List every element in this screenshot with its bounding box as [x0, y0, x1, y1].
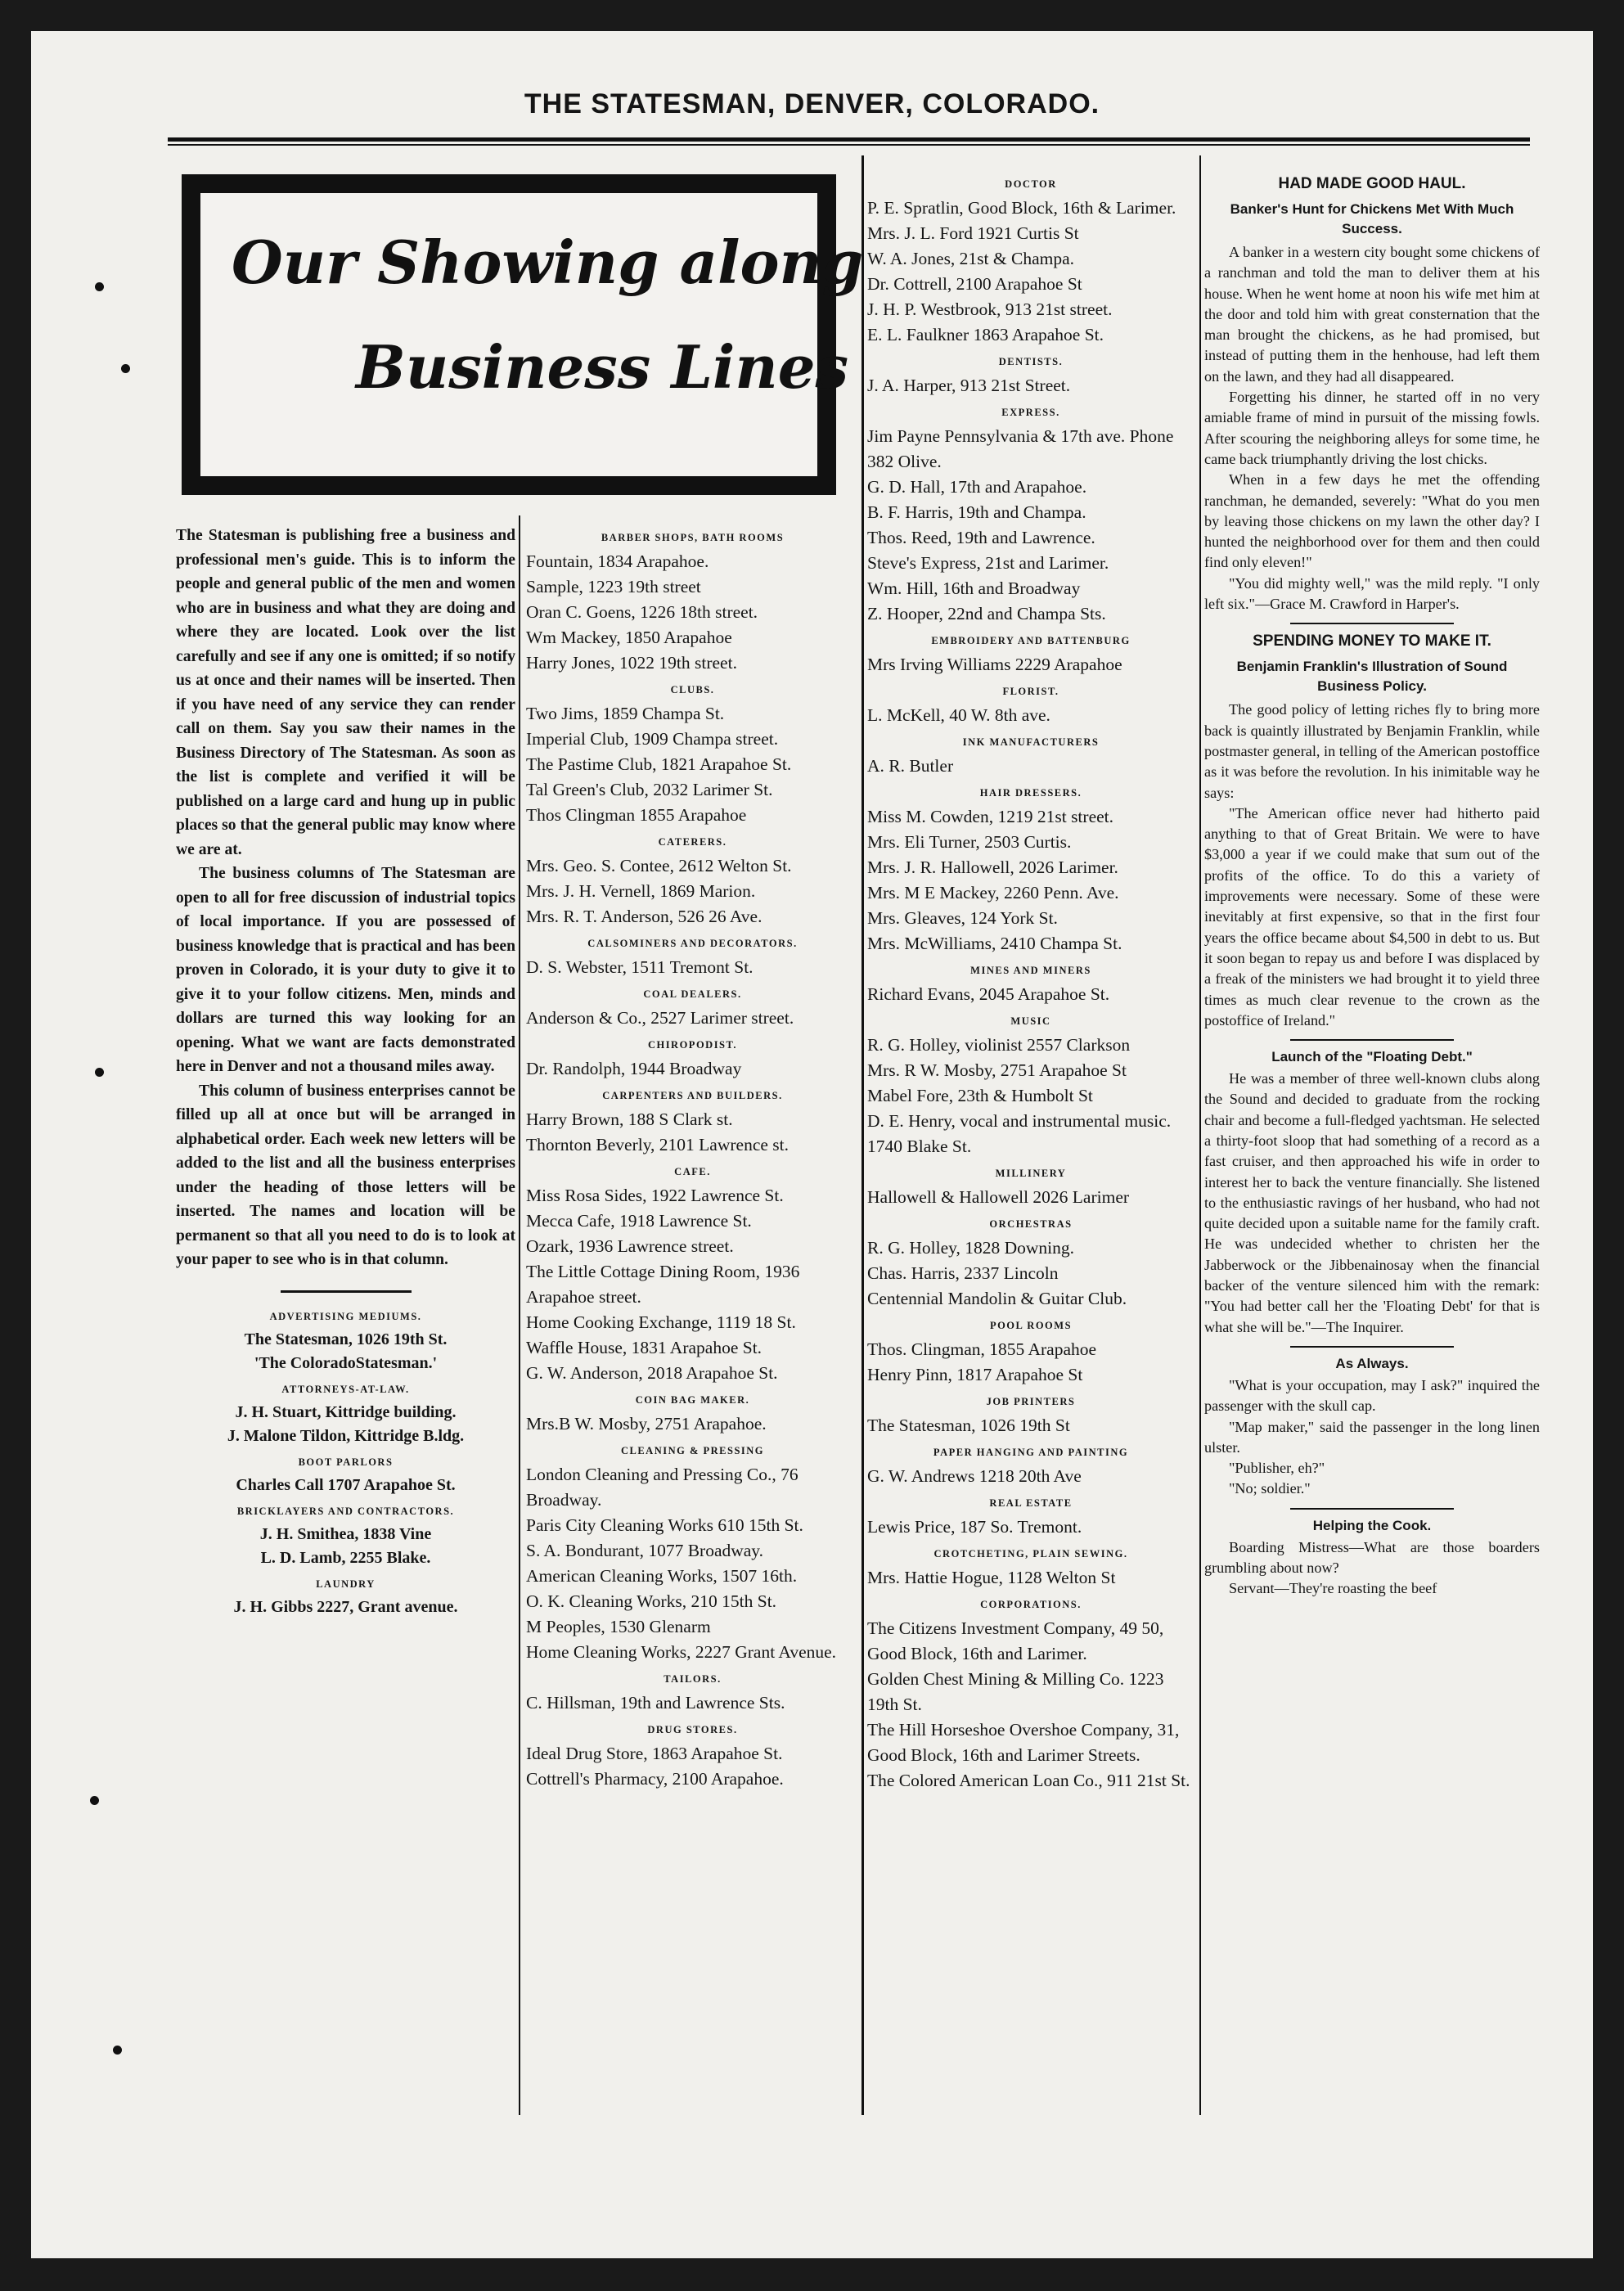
column-rule: [1199, 155, 1201, 2115]
directory-entry: Miss M. Cowden, 1219 21st street.: [867, 807, 1113, 826]
column-2: [526, 524, 859, 1792]
section-heading: MINES AND MINERS: [970, 965, 1091, 976]
masthead: THE STATESMAN, DENVER, COLORADO.: [524, 88, 1100, 119]
section-heading: BRICKLAYERS AND CONTRACTORS.: [236, 1505, 455, 1517]
directory-entry: Mabel Fore, 23th & Humbolt St: [867, 1086, 1093, 1105]
section-heading: CAFE.: [674, 1166, 711, 1177]
story-paragraph: A banker in a western city bought some chickens of a ranchman and told the man to deliver them at his house. When he went home at noon his wife met him at the door and told him with great consternation that the man brought the chickens, as he had promised, but instead of putting them in the henhouse, had left them on the lawn, and they had all disappeared.: [1204, 244, 1540, 385]
directory-entry: Harry Jones, 1022 19th street.: [526, 653, 737, 673]
directory-entry: Mrs. M E Mackey, 2260 Penn. Ave.: [867, 883, 1119, 902]
directory-entry: Harry Brown, 188 S Clark st.: [526, 1109, 733, 1129]
section-heading: JOB PRINTERS: [986, 1396, 1076, 1407]
story-body: [1204, 1375, 1540, 1500]
directory-entry: Henry Pinn, 1817 Arapahoe St: [867, 1365, 1083, 1384]
section-heading: CORPORATIONS.: [980, 1599, 1082, 1610]
section-heading: DENTISTS.: [998, 356, 1064, 367]
section-heading: CATERERS.: [658, 836, 727, 848]
story-rule: [1290, 1039, 1454, 1041]
directory-entry: The Statesman, 1026 19th St: [867, 1416, 1070, 1435]
directory-entry: Wm. Hill, 16th and Broadway: [867, 578, 1081, 598]
directory-entry: J. H. Smithea, 1838 Vine: [259, 1524, 432, 1543]
column-3: [867, 170, 1194, 1794]
story-paragraph: He was a member of three well-known clubs along the Sound and decided to graduate from the rocking chair and become a full-fledged yachtsman. He selected a thirty-foot sloop that had something of a record as a fast cruiser, and then approached his wife in order to interest her to back the venture financially. She listened to the enthusiastic ravings of her husband, who had not quite decided upon a suitable name for the family craft. He was undecided whether to christen her the Jabberwock or the Jibbenainosay when the financial backer of the venture silenced him with the remark: "You had better call her the 'Floating Debt' for that is what she will be."—The Inquirer.: [1204, 1070, 1540, 1335]
directory-entry: Thos. Reed, 19th and Lawrence.: [867, 528, 1095, 547]
story-paragraph: When in a few days he met the offending ranchman, he demanded, severely: "What do you men by leaving those chickens on my lawn the other day? I hunted the neighborhood over for them and then could find only eleven!": [1204, 471, 1540, 571]
directory-entry: Mrs. R. T. Anderson, 526 26 Ave.: [526, 907, 763, 926]
story-paragraph: Forgetting his dinner, he started off in no very amiable frame of mind in pursuit of the missing fowls. After scouring the neighboring alleys for some time, he came back triumphantly driving the lost chicks.: [1204, 389, 1540, 467]
directory-entry: B. F. Harris, 19th and Champa.: [867, 502, 1086, 522]
section-heading: CALSOMINERS AND DECORATORS.: [587, 938, 798, 949]
directory-entry: M Peoples, 1530 Glenarm: [526, 1617, 711, 1636]
directory-entry: Z. Hooper, 22nd and Champa Sts.: [867, 604, 1106, 623]
story-subtitle: Benjamin Franklin's Illustration of Sound Business Policy.: [1236, 659, 1508, 695]
directory-entry: The Colored American Loan Co., 911 21st St.: [867, 1771, 1190, 1790]
title-box: [182, 174, 864, 495]
story-paragraph: "No; soldier.": [1229, 1480, 1311, 1497]
title-line-2: Business Lines: [356, 332, 849, 402]
directory-entry: Hallowell & Hallowell 2026 Larimer: [867, 1187, 1130, 1207]
directory-entry: Mrs.B W. Mosby, 2751 Arapahoe.: [526, 1414, 767, 1434]
directory-entry: Mrs. J. R. Hallowell, 2026 Larimer.: [867, 857, 1118, 877]
masthead-rule: [168, 137, 1530, 142]
intro-paragraph: The business columns of The Statesman are open to all for free discussion of industrial topics of local importance. If you are possessed of business knowledge that is practical and has been proven in Colorado, it is your duty to give it to give it to your follow citizens. Men, minds and dollars are turned this way looking for an opening. What we want are facts demonstrated here in Denver and not a thousand miles away.: [176, 865, 515, 1075]
directory-entry: Waffle House, 1831 Arapahoe St.: [526, 1338, 763, 1357]
directory-entry: Dr. Cottrell, 2100 Arapahoe St: [867, 274, 1082, 294]
story-paragraph: "The American office never had hitherto paid anything to that of Great Britain. We were to have $3,000 a year if we could make that sum out of the profits of the office. To do this a variety of improvements were necessary. Some of these were inevitably at first expensive, so that in the first four years the office became about $4,500 in debt to us. But it soon began to repay us and before I was displaced by a freak of the ministers we had brought it to yield three times as much clear revenue to the crown as the postoffice of Ireland.": [1204, 804, 1540, 1028]
directory-entry: Thos Clingman 1855 Arapahoe: [526, 805, 747, 825]
directory-entry: Centennial Mandolin & Guitar Club.: [867, 1289, 1127, 1308]
story-rule: [1290, 1346, 1454, 1348]
section-heading: DRUG STORES.: [647, 1724, 738, 1735]
story-title: HAD MADE GOOD HAUL.: [1278, 175, 1466, 192]
story-title: As Always.: [1335, 1355, 1409, 1371]
section-heading: MUSIC: [1010, 1015, 1051, 1027]
directory-entry: 'The ColoradoStatesman.': [254, 1353, 438, 1372]
intro-paragraph: This column of business enterprises cannot be filled up all at once but will be arranged in alphabetical order. Each week new letters will be added to the list and all the business enterprises under the heading of those letters will be inserted. The names and location will be permanent so that all you need to do is to look at your paper to see who is in that column.: [176, 1082, 515, 1268]
story-body: [1204, 242, 1540, 614]
punch-hole: [90, 1796, 99, 1805]
section-heading: POOL ROOMS: [989, 1320, 1073, 1331]
story-rule: [1290, 1508, 1454, 1510]
directory-entry: Mrs. Geo. S. Contee, 2612 Welton St.: [526, 856, 792, 875]
story-paragraph: "Publisher, eh?": [1229, 1460, 1325, 1477]
section-heading: CROTCHETING, PLAIN SEWING.: [933, 1548, 1128, 1560]
directory-entry: D. E. Henry, vocal and instrumental music. 1740 Blake St.: [867, 1111, 1172, 1156]
section-heading: BOOT PARLORS: [298, 1456, 394, 1468]
story-paragraph: Boarding Mistress—What are those boarders grumbling about now?: [1204, 1538, 1540, 1577]
column-4: [1204, 170, 1540, 1600]
column-rule: [519, 515, 520, 2115]
section-heading: ORCHESTRAS: [989, 1218, 1073, 1230]
directory-entry: A. R. Butler: [867, 756, 954, 776]
title-box-frame: [198, 191, 864, 479]
directory-entry: The Pastime Club, 1821 Arapahoe St.: [526, 754, 792, 774]
directory-entry: J. H. Stuart, Kittridge building.: [235, 1402, 457, 1421]
directory-entry: Paris City Cleaning Works 610 15th St.: [526, 1515, 803, 1535]
story-paragraph: "Map maker," said the passenger in the long linen ulster.: [1204, 1418, 1540, 1456]
directory-entry: J. Malone Tildon, Kittridge B.ldg.: [227, 1426, 465, 1445]
section-rule: [281, 1290, 412, 1293]
section-heading: REAL ESTATE: [989, 1497, 1073, 1509]
directory-entry: W. A. Jones, 21st & Champa.: [867, 249, 1075, 268]
directory-entry: Thos. Clingman, 1855 Arapahoe: [867, 1339, 1097, 1359]
directory-entry: Chas. Harris, 2337 Lincoln: [867, 1263, 1059, 1283]
section-heading: DOCTOR: [1005, 178, 1057, 190]
section-heading: MILLINERY: [995, 1168, 1067, 1179]
directory-entry: Sample, 1223 19th street: [526, 577, 701, 596]
directory-entry: Oran C. Goens, 1226 18th street.: [526, 602, 758, 622]
directory-entry: Mrs. Eli Turner, 2503 Curtis.: [867, 832, 1072, 852]
story-paragraph: "What is your occupation, may I ask?" inquired the passenger with the skull cap.: [1204, 1376, 1540, 1415]
section-heading: BARBER SHOPS, BATH ROOMS: [601, 532, 785, 543]
directory-entry: G. W. Anderson, 2018 Arapahoe St.: [526, 1363, 778, 1383]
punch-hole: [95, 1068, 104, 1077]
directory-entry: Home Cooking Exchange, 1119 18 St.: [526, 1312, 796, 1332]
story-paragraph: The good policy of letting riches fly to bring more back is quaintly illustrated by Benjamin Franklin, while postmaster general, in telling of the American postoffice as it was before the revolution. In his inimitable way he says:: [1204, 701, 1540, 801]
section-heading: INK MANUFACTURERS: [962, 736, 1100, 748]
directory-entry: R. G. Holley, 1828 Downing.: [867, 1238, 1075, 1258]
masthead-rule-thin: [168, 144, 1530, 146]
directory-entry: The Hill Horseshoe Overshoe Company, 31, Good Block, 16th and Larimer Streets.: [867, 1720, 1180, 1765]
directory-entry: S. A. Bondurant, 1077 Broadway.: [526, 1541, 764, 1560]
directory-entry: The Citizens Investment Company, 49 50, Good Block, 16th and Larimer.: [867, 1618, 1164, 1663]
section-heading: EMBROIDERY AND BATTENBURG: [931, 635, 1131, 646]
directory-entry: D. S. Webster, 1511 Tremont St.: [526, 957, 754, 977]
story-title: Helping the Cook.: [1312, 1517, 1432, 1533]
directory-entry: G. W. Andrews 1218 20th Ave: [867, 1466, 1082, 1486]
section-heading: EXPRESS.: [1001, 407, 1060, 418]
punch-hole: [121, 364, 130, 373]
story-body: [1204, 1537, 1540, 1600]
directory-entry: L. D. Lamb, 2255 Blake.: [260, 1548, 431, 1567]
section-heading: HAIR DRESSERS.: [979, 787, 1082, 799]
section-heading: CLUBS.: [670, 684, 715, 695]
section-heading: COIN BAG MAKER.: [635, 1394, 750, 1406]
directory-entry: Mrs Irving Williams 2229 Arapahoe: [867, 655, 1122, 674]
directory-entry: G. D. Hall, 17th and Arapahoe.: [867, 477, 1087, 497]
directory-entry: Steve's Express, 21st and Larimer.: [867, 553, 1109, 573]
story-subtitle: Banker's Hunt for Chickens Met With Much Success.: [1230, 201, 1514, 236]
directory-entry: Richard Evans, 2045 Arapahoe St.: [867, 984, 1110, 1004]
title-line-1: Our Showing along: [232, 227, 864, 297]
directory-entry: Mrs. McWilliams, 2410 Champa St.: [867, 934, 1122, 953]
directory-entry: Mecca Cafe, 1918 Lawrence St.: [526, 1211, 752, 1231]
directory-entry: Home Cleaning Works, 2227 Grant Avenue.: [526, 1642, 837, 1662]
story-title: Launch of the "Floating Debt.": [1271, 1049, 1473, 1065]
punch-hole: [95, 282, 104, 291]
directory-entry: E. L. Faulkner 1863 Arapahoe St.: [867, 325, 1104, 344]
directory-entry: Wm Mackey, 1850 Arapahoe: [526, 628, 732, 647]
directory-entry: J. H. P. Westbrook, 913 21st street.: [867, 299, 1113, 319]
section-heading: ADVERTISING MEDIUMS.: [269, 1310, 422, 1322]
story-body: [1204, 700, 1540, 1031]
story-title: SPENDING MONEY TO MAKE IT.: [1253, 632, 1491, 650]
directory-entry: Thornton Beverly, 2101 Lawrence st.: [526, 1135, 790, 1155]
directory-entry: London Cleaning and Pressing Co., 76 Broadway.: [526, 1465, 799, 1510]
directory-entry: Anderson & Co., 2527 Larimer street.: [526, 1008, 794, 1028]
section-heading: CHIROPODIST.: [647, 1039, 738, 1051]
directory-entry: Mrs. J. H. Vernell, 1869 Marion.: [526, 881, 756, 901]
directory-entry: Charles Call 1707 Arapahoe St.: [236, 1475, 456, 1494]
section-heading: TAILORS.: [664, 1673, 722, 1685]
directory-entry: Jim Payne Pennsylvania & 17th ave. Phone 382 Olive.: [867, 426, 1174, 471]
directory-entry: J. A. Harper, 913 21st Street.: [867, 376, 1071, 395]
story-body: [1204, 1069, 1540, 1338]
story-rule: [1290, 623, 1454, 624]
column-1: [176, 524, 515, 1619]
directory-entry: Tal Green's Club, 2032 Larimer St.: [526, 780, 773, 799]
directory-entry: Ideal Drug Store, 1863 Arapahoe St.: [526, 1744, 783, 1763]
directory-entry: American Cleaning Works, 1507 16th.: [526, 1566, 798, 1586]
section-heading: ATTORNEYS-AT-LAW.: [281, 1383, 410, 1395]
directory-entry: J. H. Gibbs 2227, Grant avenue.: [233, 1597, 458, 1616]
directory-entry: Dr. Randolph, 1944 Broadway: [526, 1059, 742, 1078]
directory-entry: Mrs. Hattie Hogue, 1128 Welton St: [867, 1568, 1116, 1587]
directory-entry: P. E. Spratlin, Good Block, 16th & Larimer.: [867, 198, 1176, 218]
column-rule: [861, 155, 864, 2115]
directory-entry: Ozark, 1936 Lawrence street.: [526, 1236, 734, 1256]
directory-entry: Mrs. Gleaves, 124 York St.: [867, 908, 1058, 928]
directory-entry: Golden Chest Mining & Milling Co. 1223 19th St.: [867, 1669, 1164, 1714]
directory-entry: C. Hillsman, 19th and Lawrence Sts.: [526, 1693, 785, 1713]
directory-entry: Lewis Price, 187 So. Tremont.: [867, 1517, 1082, 1537]
directory-entry: Fountain, 1834 Arapahoe.: [526, 551, 709, 571]
directory-entry: The Little Cottage Dining Room, 1936 Arapahoe street.: [526, 1262, 800, 1307]
directory-entry: R. G. Holley, violinist 2557 Clarkson: [867, 1035, 1131, 1055]
directory-entry: O. K. Cleaning Works, 210 15th St.: [526, 1591, 777, 1611]
directory-entry: Miss Rosa Sides, 1922 Lawrence St.: [526, 1186, 784, 1205]
story-paragraph: "You did mighty well," was the mild reply. "I only left six."—Grace M. Crawford in Harper's.: [1204, 574, 1540, 613]
section-heading: CLEANING & PRESSING: [620, 1445, 765, 1456]
section-heading: LAUNDRY: [316, 1578, 376, 1590]
directory-entry: Imperial Club, 1909 Champa street.: [526, 729, 779, 749]
section-heading: FLORIST.: [1002, 686, 1059, 697]
directory-entry: L. McKell, 40 W. 8th ave.: [867, 705, 1050, 725]
section-heading: PAPER HANGING AND PAINTING: [933, 1447, 1129, 1458]
directory-entry: Mrs. J. L. Ford 1921 Curtis St: [867, 223, 1079, 243]
story-paragraph: Servant—They're roasting the beef: [1229, 1580, 1437, 1597]
directory-entry: Cottrell's Pharmacy, 2100 Arapahoe.: [526, 1769, 784, 1789]
intro-paragraph: The Statesman is publishing free a business and professional men's guide. This is to inform the people and general public of the men and women who are in business and what they are doing and where they are located. Look over the list carefully and see if any one is omitted; if so notify us at once and their names will be inserted. Then if you have need of any service they can render call on them. Say you saw their names in the Business Directory of The Statesman. As soon as the list is complete and verified it will be published on a large card and hung up in public places so that the general public may know where we are at.: [176, 527, 515, 858]
punch-hole: [113, 2046, 122, 2055]
section-heading: CARPENTERS AND BUILDERS.: [602, 1090, 783, 1101]
directory-entry: The Statesman, 1026 19th St.: [244, 1330, 448, 1348]
section-heading: COAL DEALERS.: [643, 988, 742, 1000]
directory-entry: Mrs. R W. Mosby, 2751 Arapahoe St: [867, 1060, 1127, 1080]
directory-entry: Two Jims, 1859 Champa St.: [526, 704, 725, 723]
